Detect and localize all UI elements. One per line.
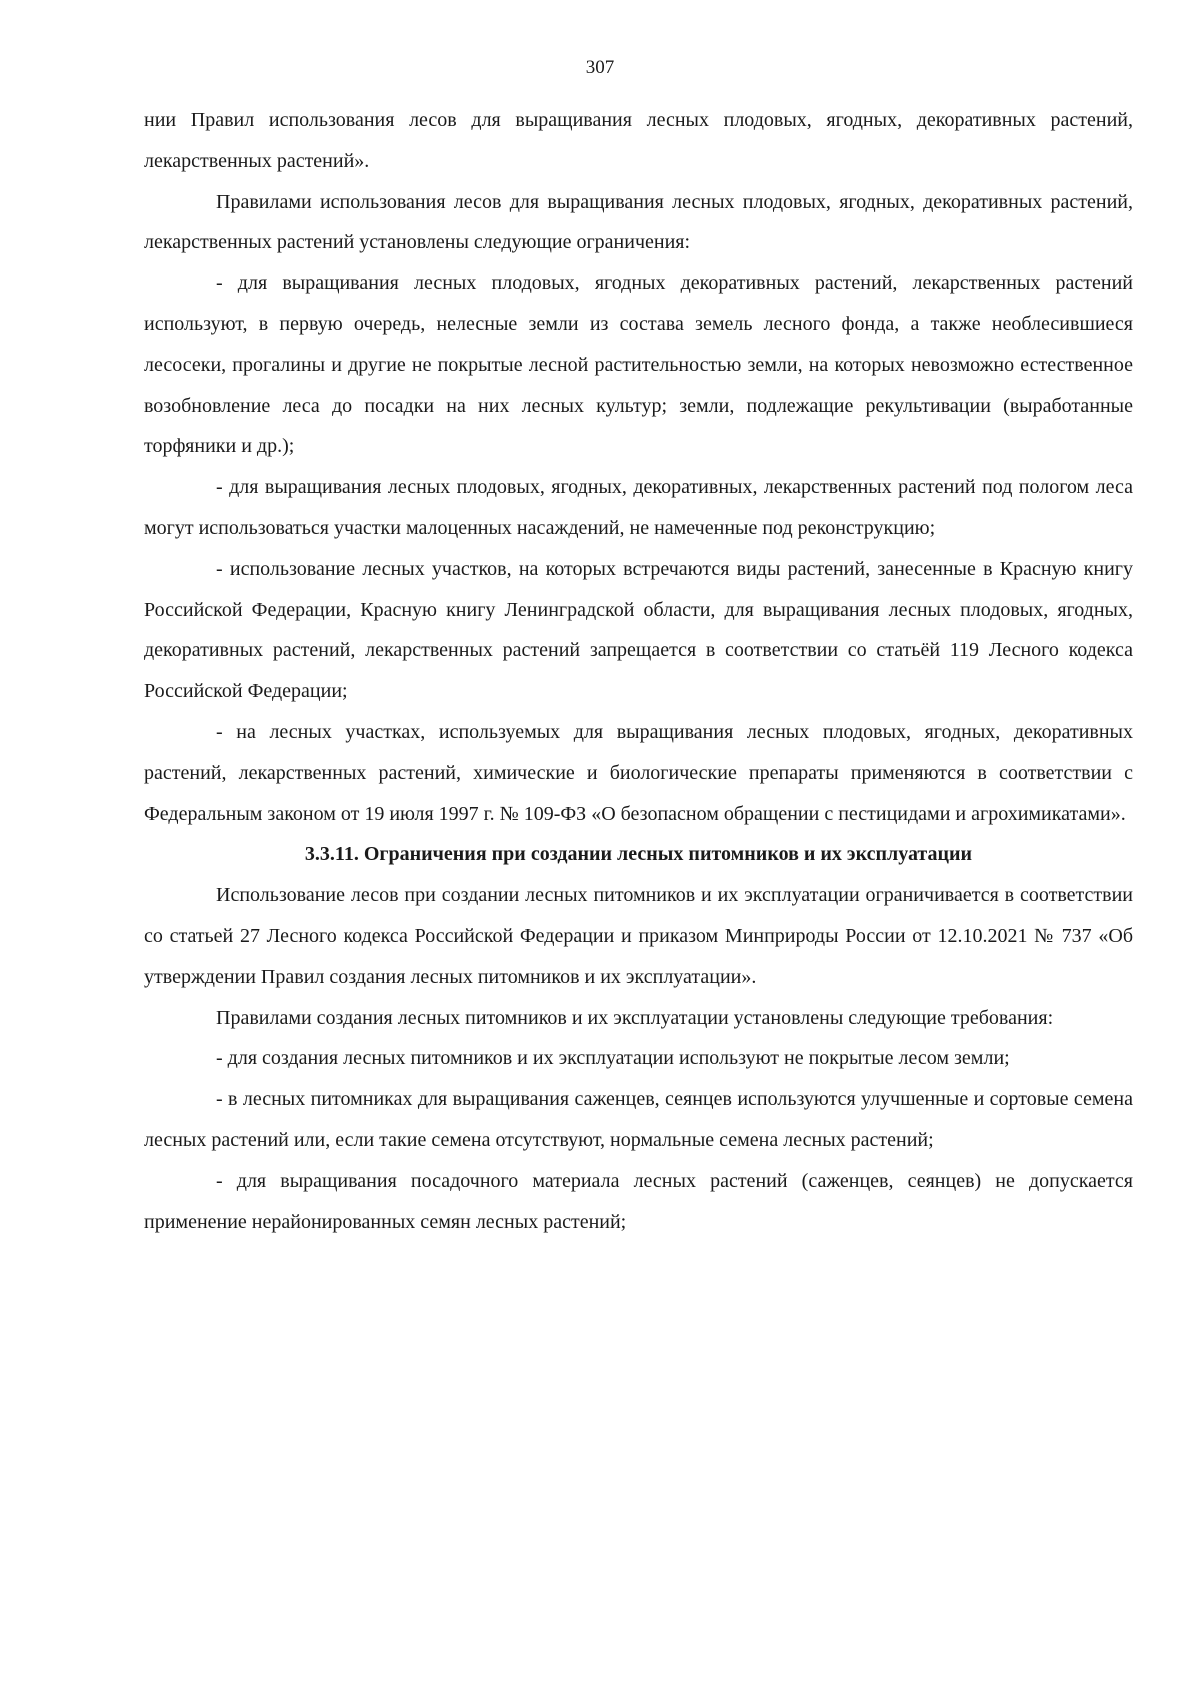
paragraph-list-item: - использование лесных участков, на которых встречаются виды растений, занесенные в Красную книгу Российской Федерации, Красную книгу Ленинградской области, для выращивания лесных плодовых, ягодных, декоративных растений, лекарственных растений запрещается в соответствии со статьёй 119 Лесного кодекса Российской Федерации; <box>144 557 1133 703</box>
paragraph-section-intro: Использование лесов при создании лесных питомников и их эксплуатации ограничивается в соответствии со статьей 27 Лесного кодекса Российской Федерации и приказом Минприроды России от 12.10.2021 № 737 «Об утверждении Правил создания лесных питомников и их эксплуатации». <box>144 884 1133 988</box>
document-body <box>144 100 1133 1242</box>
paragraph-continuation: нии Правил использования лесов для выращивания лесных плодовых, ягодных, декоративных растений, лекарственных растений». <box>144 109 1133 172</box>
paragraph-requirements-intro: Правилами создания лесных питомников и их эксплуатации установлены следующие требования: <box>216 1006 1054 1029</box>
page-number: 307 <box>585 57 615 78</box>
paragraph-list-item: - для создания лесных питомников и их эксплуатации используют не покрытые лесом земли; <box>216 1047 1010 1070</box>
paragraph-list-item: - для выращивания лесных плодовых, ягодных, декоративных, лекарственных растений под пологом леса могут использоваться участки малоценных насаждений, не намеченные под реконструкцию; <box>144 476 1133 539</box>
paragraph-intro-rules: Правилами использования лесов для выращивания лесных плодовых, ягодных, декоративных растений, лекарственных растений установлены следующие ограничения: <box>144 190 1133 254</box>
paragraph-list-item: - на лесных участках, используемых для выращивания лесных плодовых, ягодных, декоративных растений, лекарственных растений, химические и биологические препараты применяются в соответствии с Федеральным законом от 19 июля 1997 г. № 109-ФЗ «О безопасном обращении с пестицидами и агрохимикатами». <box>144 720 1133 825</box>
paragraph-list-item: - в лесных питомниках для выращивания саженцев, сеянцев используются улучшенные и сортовые семена лесных растений или, если такие семена отсутствуют, нормальные семена лесных растений; <box>144 1088 1133 1151</box>
section-heading: 3.3.11. Ограничения при создании лесных питомников и их эксплуатации <box>304 843 973 866</box>
paragraph-list-item: - для выращивания лесных плодовых, ягодных декоративных растений, лекарственных растений используют, в первую очередь, нелесные земли из состава земель лесного фонда, а также необлесившиеся лесосеки, прогалины и другие не покрытые лесной растительностью земли, на которых невозможно естественное возобновление леса до посадки на них лесных культур; земли, подлежащие рекультивации (выработанные торфяники и др.); <box>144 272 1133 458</box>
paragraph-list-item: - для выращивания посадочного материала лесных растений (саженцев, сеянцев) не допускается применение нерайонированных семян лесных растений; <box>144 1169 1133 1233</box>
